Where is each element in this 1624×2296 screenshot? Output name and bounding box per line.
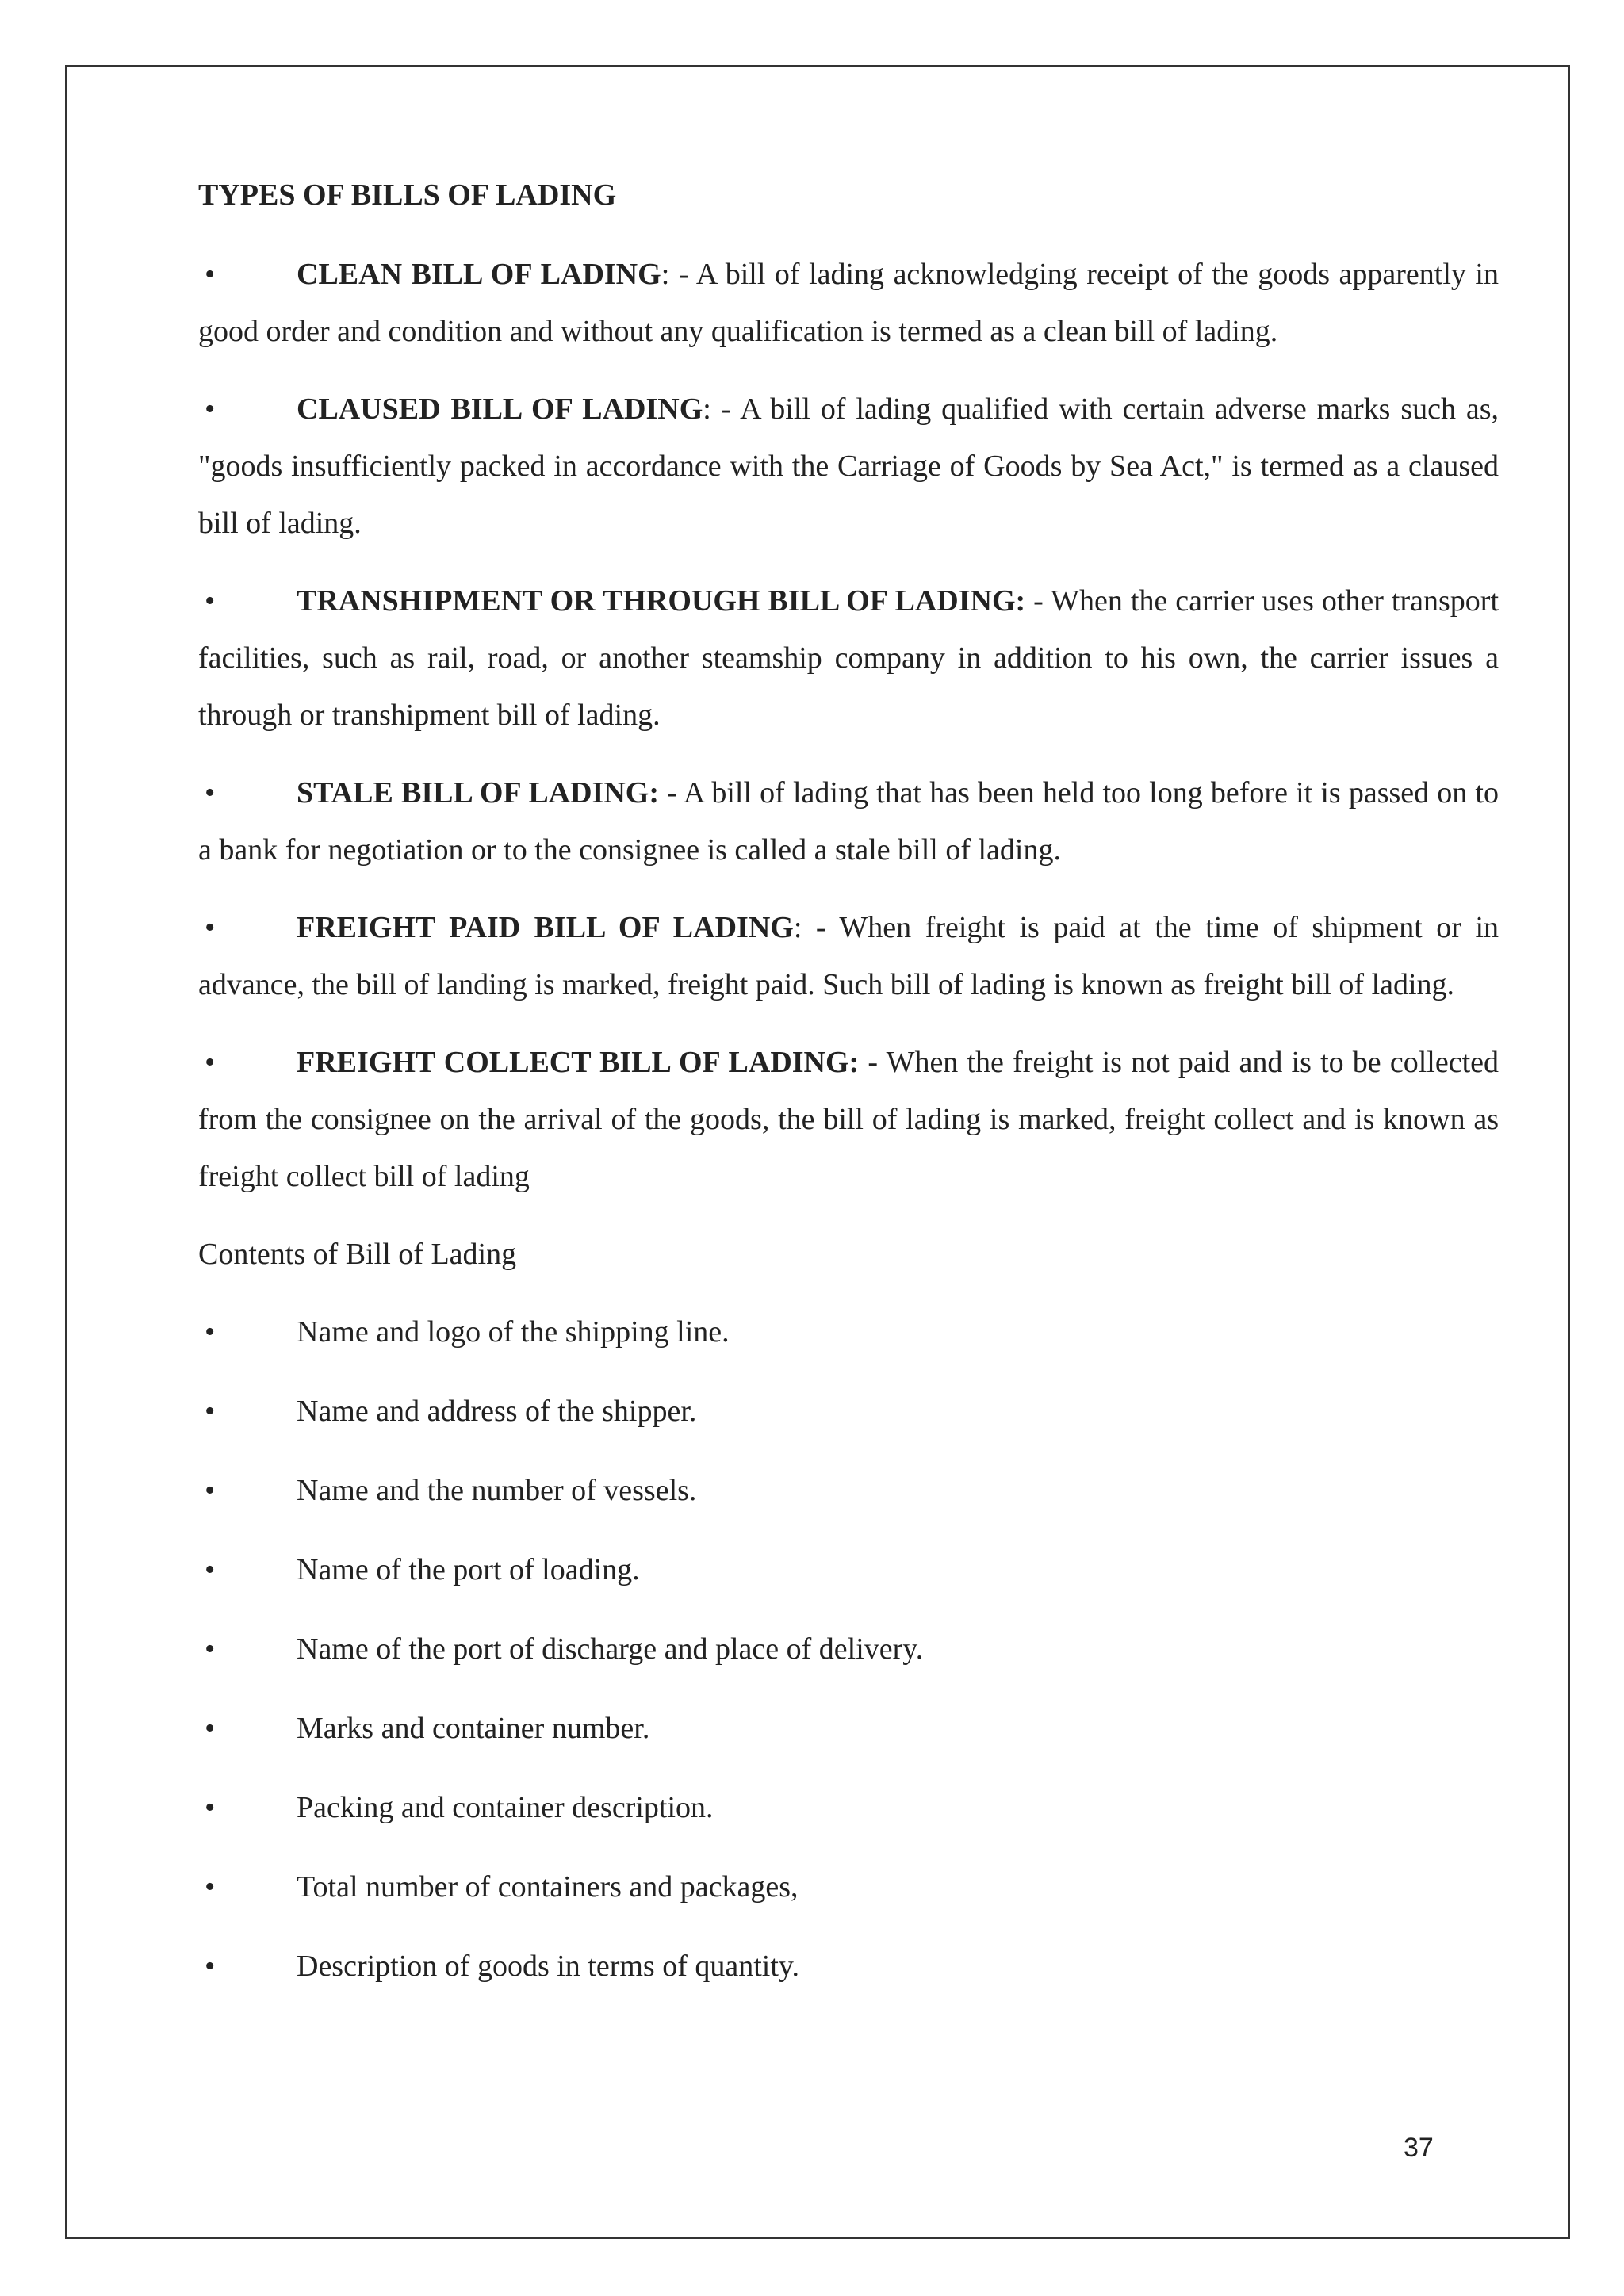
bullet-icon: • (205, 1632, 216, 1666)
type-paragraph (198, 246, 1499, 360)
section-title: TYPES OF BILLS OF LADING (198, 178, 617, 212)
type-separator: - (1025, 584, 1051, 618)
contents-list-item (198, 1462, 1499, 1519)
contents-list-item (198, 1938, 1499, 1995)
bullet-icon: • (205, 1950, 216, 1983)
type-description: When the carrier uses other transport facilities, such as rail, road, or another steamship company in addition to his own, the carrier issues a through or transhipment bill of lading. (198, 584, 1500, 732)
page-number: 37 (1404, 2133, 1434, 2163)
contents-list-item (198, 1621, 1499, 1678)
type-item-freight-collect (198, 1034, 1499, 1205)
type-term: TRANSHIPMENT OR THROUGH BILL OF LADING: (297, 584, 1026, 618)
type-separator: : - (661, 258, 696, 291)
type-term: CLEAN BILL OF LADING (297, 258, 661, 291)
type-paragraph (198, 764, 1499, 878)
contents-item-text: Marks and container number. (297, 1712, 650, 1745)
bullet-icon: • (205, 1046, 216, 1079)
bullet-icon: • (205, 258, 216, 291)
contents-heading: Contents of Bill of Lading (198, 1238, 517, 1271)
contents-item-text: Total number of containers and packages, (297, 1870, 799, 1904)
type-description: When the freight is not paid and is to be collected from the consignee on the arrival of the goods, the bill of lading is marked, freight collect and is known as freight collect bill of lading (198, 1046, 1499, 1193)
contents-item-text: Packing and container description. (297, 1791, 714, 1824)
contents-list-item (198, 1779, 1499, 1836)
contents-list-item (198, 1303, 1499, 1360)
type-term: FREIGHT COLLECT BILL OF LADING: - (297, 1046, 879, 1079)
type-term: STALE BILL OF LADING: (297, 776, 659, 809)
type-description: A bill of lading acknowledging receipt of the goods apparently in good order and condition and without any qualification is termed as a clean bill of lading. (198, 258, 1499, 348)
bullet-icon: • (205, 584, 216, 618)
document-body (198, 166, 1499, 2017)
contents-list-item (198, 1541, 1499, 1598)
contents-item-text: Name and logo of the shipping line. (297, 1315, 730, 1349)
type-paragraph (198, 572, 1499, 744)
bullet-icon: • (205, 1791, 216, 1824)
type-term: FREIGHT PAID BILL OF LADING (297, 911, 794, 944)
bullet-icon: • (205, 392, 216, 426)
type-item-clean (198, 246, 1499, 360)
type-description: A bill of lading that has been held too long before it is passed on to a bank for negotiation or to the consignee is called a stale bill of lading. (198, 776, 1499, 867)
contents-item-text: Name and the number of vessels. (297, 1474, 697, 1507)
bullet-icon: • (205, 1870, 216, 1904)
bullet-icon: • (205, 1474, 216, 1507)
type-term: CLAUSED BILL OF LADING (297, 392, 703, 426)
type-separator: - (659, 776, 684, 809)
bullet-icon: • (205, 1553, 216, 1586)
bullet-icon: • (205, 776, 216, 809)
type-item-claused (198, 381, 1499, 552)
contents-item-text: Name of the port of discharge and place of delivery. (297, 1632, 924, 1666)
contents-list-item (198, 1858, 1499, 1915)
type-separator: : - (703, 392, 741, 426)
bullet-icon: • (205, 911, 216, 944)
contents-list-item (198, 1383, 1499, 1440)
type-item-stale (198, 764, 1499, 878)
type-separator (878, 1046, 887, 1079)
type-paragraph (198, 381, 1499, 552)
contents-item-text: Description of goods in terms of quantity. (297, 1950, 799, 1983)
type-description: A bill of lading qualified with certain adverse marks such as, "goods insufficiently packed in accordance with the Carriage of Goods by Sea Act," is termed as a claused bill of lading. (198, 392, 1499, 540)
type-item-freight-paid (198, 899, 1499, 1013)
bullet-icon: • (205, 1712, 216, 1745)
contents-list-item (198, 1700, 1499, 1757)
contents-item-text: Name and address of the shipper. (297, 1395, 697, 1428)
type-item-transhipment (198, 572, 1499, 744)
bullet-icon: • (205, 1395, 216, 1428)
type-description: When freight is paid at the time of shipment or in advance, the bill of landing is marked, freight paid. Such bill of lading is known as freight bill of lading. (198, 911, 1500, 1001)
type-paragraph (198, 899, 1499, 1013)
contents-item-text: Name of the port of loading. (297, 1553, 640, 1586)
type-separator: : - (793, 911, 840, 944)
type-paragraph (198, 1034, 1499, 1205)
bullet-icon: • (205, 1315, 216, 1349)
